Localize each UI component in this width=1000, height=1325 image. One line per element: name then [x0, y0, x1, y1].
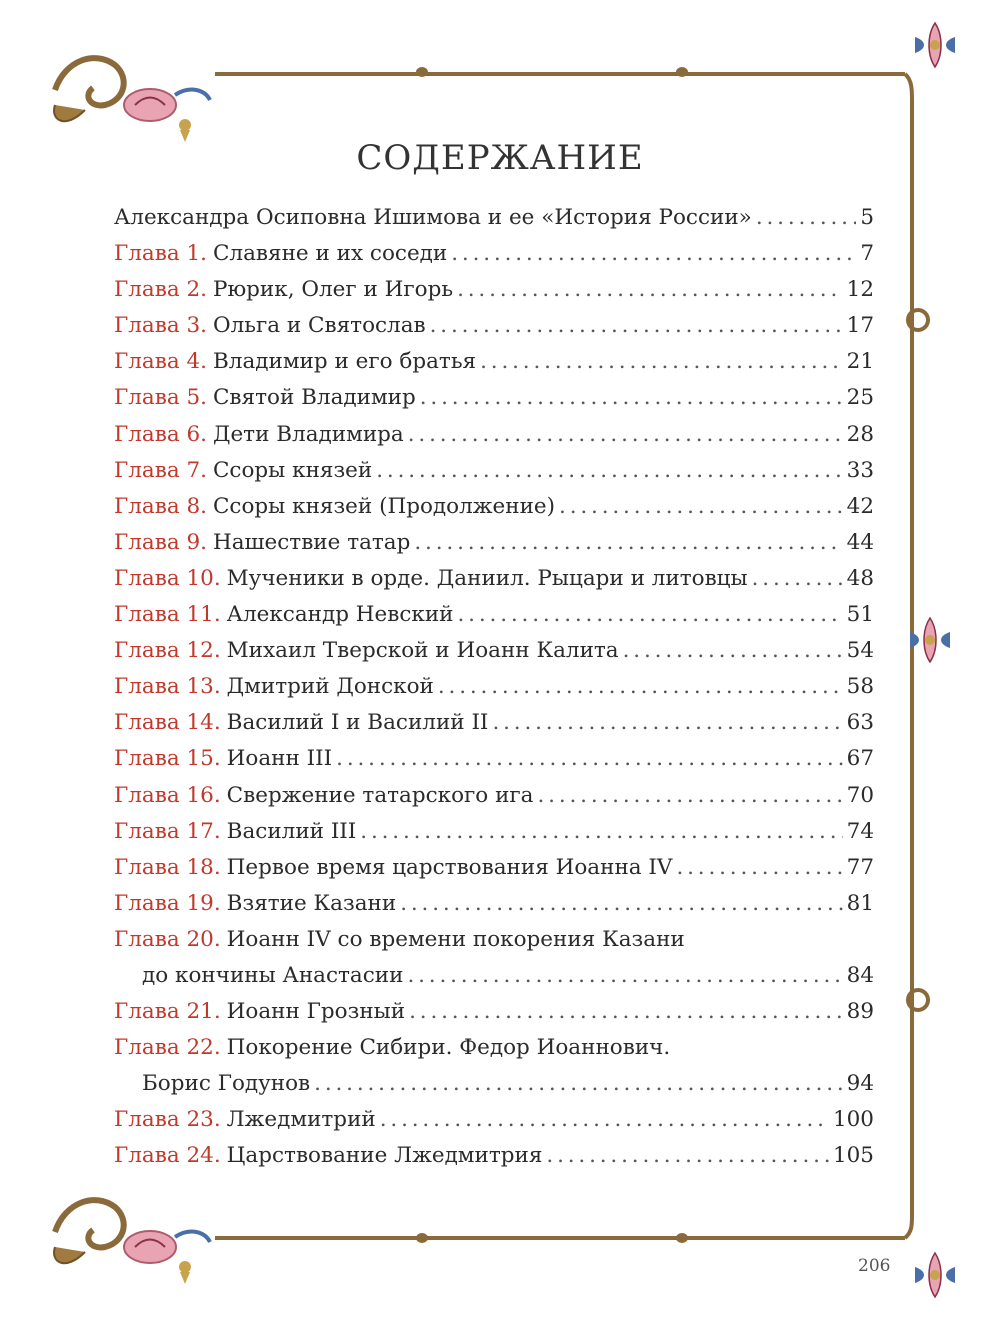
- chapter-page: 74: [846, 818, 874, 844]
- chapter-label: Глава 20.: [114, 926, 221, 952]
- toc-entry: [114, 1066, 874, 1102]
- chapter-title: Иоанн Грозный: [226, 999, 406, 1025]
- dot-leader: [420, 380, 843, 416]
- chapter-label: Глава 17.: [114, 818, 221, 844]
- dot-leader: [314, 1066, 842, 1102]
- chapter-label: Глава 23.: [114, 1107, 221, 1133]
- chapter-page: 94: [846, 1071, 874, 1097]
- toc-entry: [114, 922, 874, 958]
- chapter-label: Глава 13.: [114, 674, 221, 700]
- chapter-title: Василий I и Василий II: [226, 710, 489, 736]
- toc-entry: [114, 597, 874, 633]
- toc-entry: [114, 561, 874, 597]
- toc-entry: [114, 705, 874, 741]
- chapter-label: Глава 14.: [114, 710, 221, 736]
- chapter-label: Глава 19.: [114, 890, 221, 916]
- dot-leader: [676, 850, 842, 886]
- chapter-page: 44: [846, 529, 874, 555]
- page-number: 206: [858, 1256, 891, 1276]
- dot-leader: [336, 741, 842, 777]
- chapter-page: 42: [846, 493, 874, 519]
- dot-leader: [457, 272, 843, 308]
- chapter-label: Глава 15.: [114, 746, 221, 772]
- chapter-label: Глава 4.: [114, 349, 207, 375]
- dot-leader: [492, 705, 842, 741]
- dot-leader: [458, 597, 843, 633]
- chapter-label: Глава 11.: [114, 602, 221, 628]
- chapter-label: Глава 9.: [114, 529, 207, 555]
- toc-entry: [114, 741, 874, 777]
- chapter-title: Владимир и его братья: [212, 349, 477, 375]
- chapter-title: Свержение татарского ига: [226, 782, 534, 808]
- toc-entry: [114, 886, 874, 922]
- dot-leader: [756, 200, 856, 236]
- dot-leader: [438, 669, 843, 705]
- chapter-title: Василий III: [226, 818, 357, 844]
- chapter-title: Иоанн III: [226, 746, 333, 772]
- dot-leader: [409, 994, 843, 1030]
- table-of-contents: [114, 200, 874, 1175]
- dot-leader: [408, 417, 843, 453]
- dot-leader: [546, 1138, 829, 1174]
- chapter-page: 84: [846, 962, 874, 988]
- dot-leader: [414, 525, 842, 561]
- chapter-title: Иоанн IV со времени покорения Казани: [226, 926, 685, 952]
- chapter-page: 63: [846, 710, 874, 736]
- chapter-page: 33: [846, 457, 874, 483]
- toc-entry: [114, 272, 874, 308]
- chapter-title: Первое время царствования Иоанна IV: [226, 854, 673, 880]
- chapter-title: Александр Невский: [226, 602, 454, 628]
- chapter-page: 70: [846, 782, 874, 808]
- chapter-title: Нашествие татар: [212, 529, 411, 555]
- chapter-page: 105: [832, 1143, 874, 1169]
- chapter-label: Глава 12.: [114, 638, 221, 664]
- chapter-page: 77: [846, 854, 874, 880]
- chapter-title: Ссоры князей: [212, 457, 373, 483]
- chapter-page: 12: [846, 277, 874, 303]
- chapter-title: Борис Годунов: [142, 1071, 311, 1097]
- chapter-label: Глава 3.: [114, 313, 207, 339]
- chapter-page: 67: [846, 746, 874, 772]
- toc-entry: [114, 236, 874, 272]
- toc-entry: [114, 994, 874, 1030]
- toc-entry: [114, 1030, 874, 1066]
- chapter-label: Глава 7.: [114, 457, 207, 483]
- dot-leader: [400, 886, 842, 922]
- chapter-label: Глава 10.: [114, 565, 221, 591]
- chapter-title: Святой Владимир: [212, 385, 416, 411]
- dot-leader: [480, 344, 843, 380]
- chapter-title: Дмитрий Донской: [226, 674, 434, 700]
- chapter-title: Мученики в орде. Даниил. Рыцари и литовцы: [226, 565, 748, 591]
- chapter-title: до кончины Анастасии: [142, 962, 404, 988]
- toc-entry: [114, 1102, 874, 1138]
- toc-entry: [114, 489, 874, 525]
- chapter-label: Глава 2.: [114, 277, 207, 303]
- dot-leader: [559, 489, 843, 525]
- toc-entry: [114, 1138, 874, 1174]
- chapter-title: Лжедмитрий: [226, 1107, 376, 1133]
- chapter-title: Дети Владимира: [212, 421, 404, 447]
- chapter-label: Глава 22.: [114, 1035, 221, 1061]
- toc-entry: [114, 308, 874, 344]
- dot-leader: [451, 236, 856, 272]
- chapter-title: Взятие Казани: [226, 890, 397, 916]
- chapter-page: 54: [846, 638, 874, 664]
- toc-entry: [114, 958, 874, 994]
- toc-entry: [114, 633, 874, 669]
- chapter-title: Рюрик, Олег и Игорь: [212, 277, 454, 303]
- dot-leader: [380, 1102, 829, 1138]
- chapter-page: 58: [846, 674, 874, 700]
- chapter-page: 21: [846, 349, 874, 375]
- toc-entry: [114, 453, 874, 489]
- toc-entry: [114, 669, 874, 705]
- chapter-label: Глава 1.: [114, 241, 207, 267]
- dot-leader: [430, 308, 843, 344]
- toc-entry: [114, 850, 874, 886]
- chapter-title: Михаил Тверской и Иоанн Калита: [226, 638, 619, 664]
- chapter-page: 7: [860, 241, 874, 267]
- dot-leader: [752, 561, 843, 597]
- chapter-label: Глава 8.: [114, 493, 207, 519]
- dot-leader: [360, 814, 842, 850]
- chapter-label: Глава 21.: [114, 999, 221, 1025]
- chapter-title: Славяне и их соседи: [212, 241, 448, 267]
- chapter-label: Глава 16.: [114, 782, 221, 808]
- chapter-title: Ссоры князей (Продолжение): [212, 493, 556, 519]
- dot-leader: [538, 778, 843, 814]
- chapter-page: 100: [832, 1107, 874, 1133]
- chapter-page: 5: [860, 205, 874, 230]
- chapter-page: 28: [846, 421, 874, 447]
- chapter-page: 89: [846, 999, 874, 1025]
- toc-entry: [114, 525, 874, 561]
- chapter-title: Покорение Сибири. Федор Иоаннович.: [226, 1035, 671, 1061]
- toc-entry: [114, 417, 874, 453]
- chapter-label: Глава 6.: [114, 421, 207, 447]
- chapter-title: Ольга и Святослав: [212, 313, 426, 339]
- chapter-title: Царствование Лжедмитрия: [226, 1143, 543, 1169]
- page-title: СОДЕРЖАНИЕ: [356, 138, 644, 178]
- chapter-page: 25: [846, 385, 874, 411]
- toc-entry: [114, 344, 874, 380]
- toc-entry: [114, 200, 874, 236]
- chapter-label: Глава 18.: [114, 854, 221, 880]
- chapter-page: 51: [846, 602, 874, 628]
- chapter-page: 81: [846, 890, 874, 916]
- toc-entry: [114, 380, 874, 416]
- chapter-page: 17: [846, 313, 874, 339]
- chapter-label: Глава 24.: [114, 1143, 221, 1169]
- toc-entry: [114, 778, 874, 814]
- dot-leader: [623, 633, 843, 669]
- dot-leader: [376, 453, 842, 489]
- chapter-label: Глава 5.: [114, 385, 207, 411]
- dot-leader: [407, 958, 842, 994]
- chapter-page: 48: [846, 565, 874, 591]
- toc-entry: [114, 814, 874, 850]
- chapter-title: Александра Осиповна Ишимова и ее «История России»: [114, 205, 752, 230]
